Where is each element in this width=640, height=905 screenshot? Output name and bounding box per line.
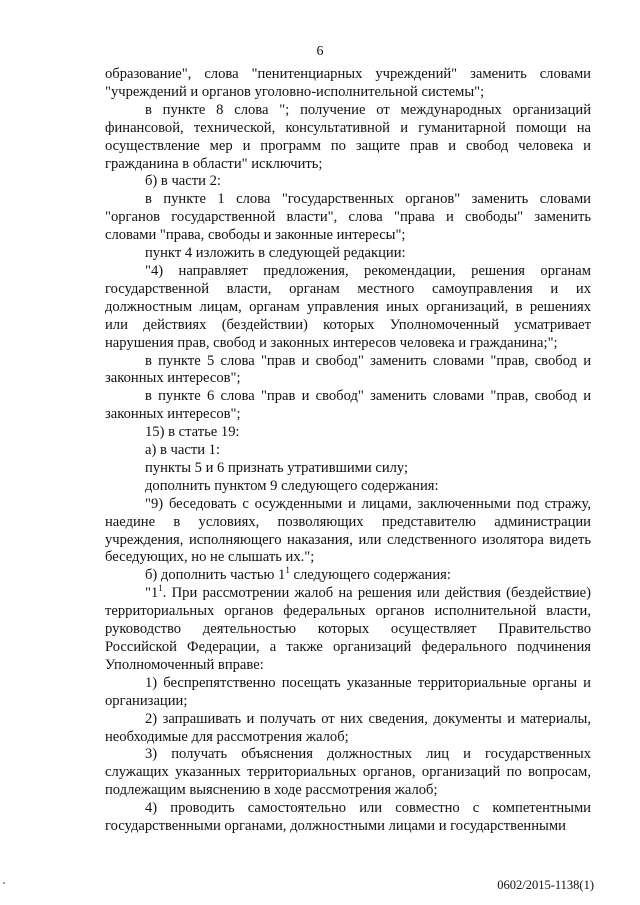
paragraph: пункты 5 и 6 признать утратившими силу;	[145, 459, 409, 476]
paragraph: б) в части 2:	[145, 173, 221, 190]
paragraph: 2) запрашивать и получать от них сведения, документы и материалы, необходимые для рассмотрения жалоб;	[105, 710, 591, 745]
paragraph: в пункте 6 слова "прав и свобод" заменить словами "прав, свобод и законных интересов";	[105, 388, 591, 423]
paragraph: в пункте 5 слова "прав и свобод" заменить словами "прав, свобод и законных интересов";	[105, 352, 591, 387]
paragraph: дополнить пунктом 9 следующего содержания:	[145, 477, 439, 494]
paragraph: 4) проводить самостоятельно или совместно с компетентными государственными органами, должностными лицами и государственными	[105, 800, 591, 835]
scan-edge-mark	[3, 882, 5, 884]
paragraph: б) дополнить частью $1^1$ следующего содержания:	[145, 565, 451, 584]
paragraph: в пункте 1 слова "государственных органов" заменить словами "органов государственной власти", слова "права и свободы" заменить словами "права, свободы и законные интересы";	[105, 191, 591, 244]
paragraph: в пункте 8 слова "; получение от международных организаций финансовой, технической, консультативной и гуманитарной помощи на осуществление мер и программ по защите прав и свобод человека и гражданина в области" исключить;	[105, 101, 591, 172]
paragraph: образование", слова "пенитенциарных учреждений" заменить словами "учреждений и органов уголовно-исполнительной системы";	[105, 66, 591, 100]
paragraph: пункт 4 изложить в следующей редакции:	[145, 245, 406, 262]
paragraph: "4) направляет предложения, рекомендации, решения органам государственной власти, органам местного самоуправления и их должностным лицам, органам управления иных организаций, в решениях или действиях (бездействии) которых Уполномоченный усматривает нарушения прав, свобод и законных интересов человека и гражданина;";	[105, 262, 591, 351]
paragraph: 1) беспрепятственно посещать указанные территориальные органы и организации;	[105, 674, 591, 709]
superscript: 1	[158, 583, 163, 594]
paragraph: а) в части 1:	[145, 442, 221, 459]
paragraph: 3) получать объяснения должностных лиц и государственных служащих указанных территориальных органов, организаций по вопросам, подлежащим выяснению в ходе рассмотрения жалоб;	[105, 746, 591, 799]
superscript: 1	[285, 565, 290, 576]
paragraph: "$1^1$. При рассмотрении жалоб на решения или действия (бездействие) территориальных органов федеральных органов исполнительной власти, руководство деятельностью которых осуществляет Правительство Российской Федерации, а также организаций федерального подчинения Уполномоченный вправе:	[105, 583, 591, 673]
paragraph: 15) в статье 19:	[145, 424, 240, 441]
page-number: 6	[316, 44, 324, 59]
document-code: 0602/2015-1138(1)	[497, 878, 594, 892]
body-text	[105, 66, 591, 836]
paragraph: "9) беседовать с осужденными и лицами, заключенными под стражу, наедине в условиях, позволяющих представителю администрации учреждения, исполняющего наказания, или следственного изолятора видеть беседующих, но не слышать их.";	[105, 495, 591, 566]
